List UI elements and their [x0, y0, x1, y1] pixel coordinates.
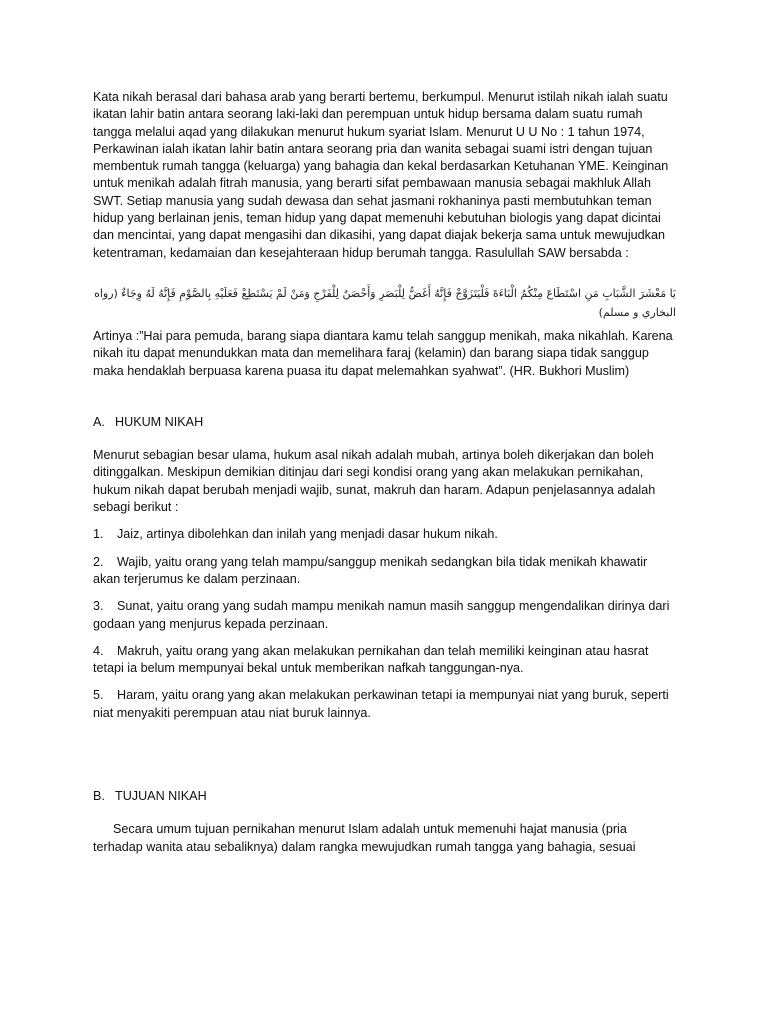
section-b-letter: B. [93, 789, 105, 804]
section-b-heading [93, 788, 676, 805]
list-item-number: 4. [93, 643, 104, 658]
section-a-heading [93, 414, 676, 431]
section-b-paragraph: Secara umum tujuan pernikahan menurut Islam adalah untuk memenuhi hajat manusia (pria terhadap wanita atau sebaliknya) dalam rangka mewujudkan rumah tangga yang bahagia, sesuai [93, 822, 636, 854]
list-item [93, 598, 676, 633]
list-item-number: 2. [93, 554, 104, 569]
section-b-title: TUJUAN NIKAH [115, 789, 207, 804]
section-a-paragraph: Menurut sebagian besar ulama, hukum asal nikah adalah mubah, artinya boleh dikerjakan dan boleh ditinggalkan. Meskipun demikian ditinjau dari segi kondisi orang yang akan melakukan pernikahan, hukum nikah dapat berubah menjadi wajib, sunat, makruh dan haram. Adapun penjelasannya adalah sebagi berikut : [93, 448, 656, 515]
list-item [93, 687, 676, 722]
list-item-number: 1. [93, 527, 104, 542]
list-item-text: Makruh, yaitu orang yang akan melakukan pernikahan dan telah memiliki keinginan atau hasrat tetapi ia belum mempunyai bekal untuk memberikan nafkah tanggungan-nya. [93, 643, 649, 676]
list-item-text: Haram, yaitu orang yang akan melakukan perkawinan tetapi ia mempunyai niat yang buruk, seperti niat menyakiti perempuan atau niat buruk lainnya. [93, 688, 669, 720]
list-item [93, 643, 676, 678]
hadith-arabic-text: يَا مَعْشَرَ الشَّبَابِ مَنِ اسْتَطَاعَ مِنْكُمُ الْبَاءَةَ فَلْيَتَزَوَّجْ فَإِنَّهُ أَغَضُّ لِلْبَصَرِ وَأَحْصَنُ لِلْفَرْجِ وَمَنْ لَمْ يَسْتَطِعْ فَعَلَيْهِ بِالصَّوْمِ فَإِنَّهُ لَهُ وِجَاءٌ (رواه البخاري و مسلم) [94, 286, 676, 319]
list-item-number: 5. [93, 688, 104, 703]
list-item-text: Jaiz, artinya dibolehkan dan inilah yang menjadi dasar hukum nikah. [117, 527, 498, 542]
list-item-text: Wajib, yaitu orang yang telah mampu/sanggup menikah sedangkan bila tidak menikah khawatir akan terjerumus ke dalam perzinaan. [93, 554, 648, 586]
section-a-title: HUKUM NIKAH [115, 414, 204, 429]
list-item [93, 526, 676, 543]
list-item-number: 3. [93, 599, 104, 614]
hukum-list [93, 526, 676, 722]
list-item-text: Sunat, yaitu orang yang sudah mampu menikah namun masih sanggup mengendalikan dirinya dari godaan yang menjurus kepada perzinaan. [93, 599, 670, 631]
intro-paragraph: Kata nikah berasal dari bahasa arab yang berarti bertemu, berkumpul. Menurut istilah nikah ialah suatu ikatan lahir batin antara seorang laki-laki dan perempuan untuk hidup bersama dalam suatu rumah tangga melalui aqad yang dilakukan menurut hukum syariat Islam. Menurut U U No : 1 tahun 1974, Perkawinan ialah ikatan lahir batin antara seorang pria dan wanita sebagai suami istri dengan tujuan membentuk rumah tangga (keluarga) yang bahagia dan kekal berdasarkan Ketuhanan YME. Keinginan untuk menikah adalah fitrah manusia, yang berarti sifat pembawaan manusia sebagai makhluk Allah SWT. Setiap manusia yang sudah dewasa dan sehat jasmani rokhaninya pasti membutuhkan teman hidup yang berlainan jenis, teman hidup yang dapat memenuhi kebutuhan biologis yang dapat dicintai dan mencintai, yang dapat mengasihi dan dikasihi, yang dapat diajak bekerja sama untuk mewujudkan ketentraman, kedamaian dan kesejahteraan hidup berumah tangga. Rasulullah SAW bersabda : [93, 90, 669, 260]
list-item [93, 554, 676, 589]
section-a-letter: A. [93, 414, 105, 429]
hadith-translation: Artinya :”Hai para pemuda, barang siapa diantara kamu telah sanggup menikah, maka nikahlah. Karena nikah itu dapat menundukkan mata dan memelihara faraj (kelamin) dan barang siapa tidak sanggup maka hendaklah berpuasa karena puasa itu dapat melemahkan syahwat”. (HR. Bukhori Muslim) [93, 328, 673, 378]
